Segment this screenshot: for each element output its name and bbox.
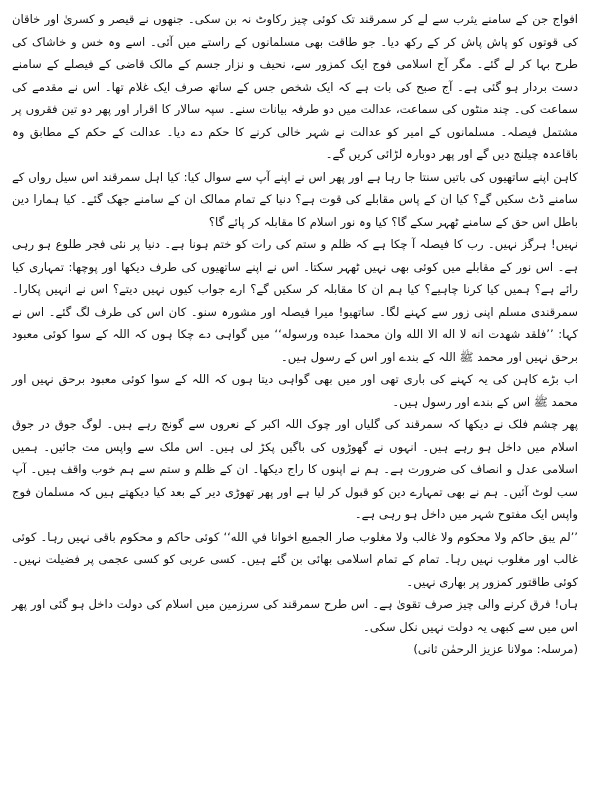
paragraph-3: نہیں! ہرگز نہیں۔ رب کا فیصلہ آ چکا ہے کہ ظلم و ستم کی رات کو ختم ہونا ہے۔ دنیا پر نئی فجر طلوع ہو رہی ہے۔ اس نور کے مقابلے میں کوئی بھی نہیں ٹھہر سکتا۔ اس نے اپنے ساتھیوں کی طرف دیکھا اور پوچھا: تمہاری کیا رائے ہے؟ ہمیں کیا کرنا چاہیے؟ کیا ہم ان کا مقابلہ کر سکیں گے؟ ارے جواب کیوں نہیں دیتے؟ اس نے انہیں پکارا۔ سمرقندی مسلم اپنی زور سے کہنے لگا۔ ساتھیو! میرا فیصلہ اور مشورہ سنو۔ کان اس کی طرف لگ گئے۔ اس نے کہا: ’’فلقد شهدت انه لا اله الا الله وان محمدا عبده ورسوله‘‘ میں گواہی دے چکا ہوں کہ اللہ کے سوا کوئی معبود برحق نہیں اور محمد ﷺ اللہ کے بندے اور اس کے رسول ہیں۔: [12, 237, 578, 364]
paragraph-4: اب بڑے کاہن کی یہ کہنے کی باری تھی اور میں بھی گواہی دیتا ہوں کہ اللہ کے سوا کوئی معبود برحق نہیں اور محمد ﷺ اس کے بندے اور رسول ہیں۔: [12, 372, 578, 409]
paragraph-6: ’’لم يبق حاكم ولا محكوم ولا غالب ولا مغلوب صار الجميع اخوانا في الله‘‘ کوئی حاکم و محکوم باقی نہیں رہا۔ کوئی غالب اور مغلوب نہیں رہا۔ تمام کے تمام اسلامی بھائی بن گئے ہیں۔ کسی عربی کو کسی عجمی پر فضیلت نہیں۔ کوئی طاقتور کمزور پر بھاری نہیں۔: [12, 529, 578, 589]
paragraph-7: ہاں! فرق کرنے والی چیز صرف تقویٰ ہے۔ اس طرح سمرقند کی سرزمین میں اسلام کی دولت داخل ہو گئی اور پھر اس میں سے کبھی یہ دولت نہیں نکل سکی۔: [12, 597, 578, 634]
paragraph-2: کاہن اپنے ساتھیوں کی باتیں سنتا جا رہا ہے اور پھر اس نے اپنے آپ سے سوال کیا: کیا اہل سمرقند اس سیل رواں کے سامنے ڈٹ سکیں گے؟ کیا ان کے پاس مقابلے کی قوت ہے؟ دنیا کے تمام ممالک ان کے سامنے جھک گئے۔ کیا ہمارا دین باطل اس حق کے سامنے ٹھہر سکے گا؟ کیا وہ نور اسلام کا مقابلہ کر پائے گا؟: [12, 169, 578, 229]
paragraph-1: افواج جن کے سامنے یثرب سے لے کر سمرقند تک کوئی چیز رکاوٹ نہ بن سکی۔ جنھوں نے قیصر و کسریٰ اور خاقان کی قوتوں کو پاش پاش کر کے رکھ دیا۔ جو طاقت بھی مسلمانوں کے راستے میں آئی۔ اسے وہ خس و خاشاک کی طرح بہا کر لے گئے۔ مگر آج اسلامی فوج ایک کمزور سے، نحیف و نزار جسم کے مالک قاضی کے فیصلے کے سامنے دست بردار ہو گئی ہے۔ آج صبح کی بات ہے کہ ایک شخص جس کے ساتھ صرف ایک غلام تھا۔ اس نے مقدمے کی سماعت کی۔ چند منٹوں کی سماعت، عدالت میں دو طرفہ بیانات سنے۔ سپہ سالار کا اقرار اور پھر دو تین فقروں پر مشتمل فیصلہ۔ مسلمانوں کے امیر کو عدالت نے شہر خالی کرنے کا حکم دے دیا۔ عدالت کے حکم کے مطابق وہ باقاعدہ چیلنج دیں گے اور پھر دوبارہ لڑائی کریں گے۔: [12, 12, 578, 161]
sender-credit: (مرسلہ: مولانا عزیز الرحمٰن ثانی): [413, 642, 578, 656]
paragraph-5: پھر چشم فلک نے دیکھا کہ سمرقند کی گلیاں اور چوک اللہ اکبر کے نعروں سے گونج رہے ہیں۔ لوگ جوق در جوق اسلام میں داخل ہو رہے ہیں۔ انہوں نے گھوڑوں کی باگیں پکڑ لی ہیں۔ اس ملک سے واپس مت جائیں۔ ہمیں اسلامی عدل و انصاف کی ضرورت ہے۔ ہم نے اپنوں کا راج دیکھا۔ ان کے ظلم و ستم سے ہم خوب واقف ہیں۔ آپ سب لوٹ آئیں۔ ہم نے بھی تمہارے دین کو قبول کر لیا ہے اور پھر تھوڑی دیر کے بعد کیا دیکھتے ہیں کہ مسلمان فوج واپس ایک مفتوح شہر میں داخل ہو رہی ہے۔: [12, 417, 578, 521]
